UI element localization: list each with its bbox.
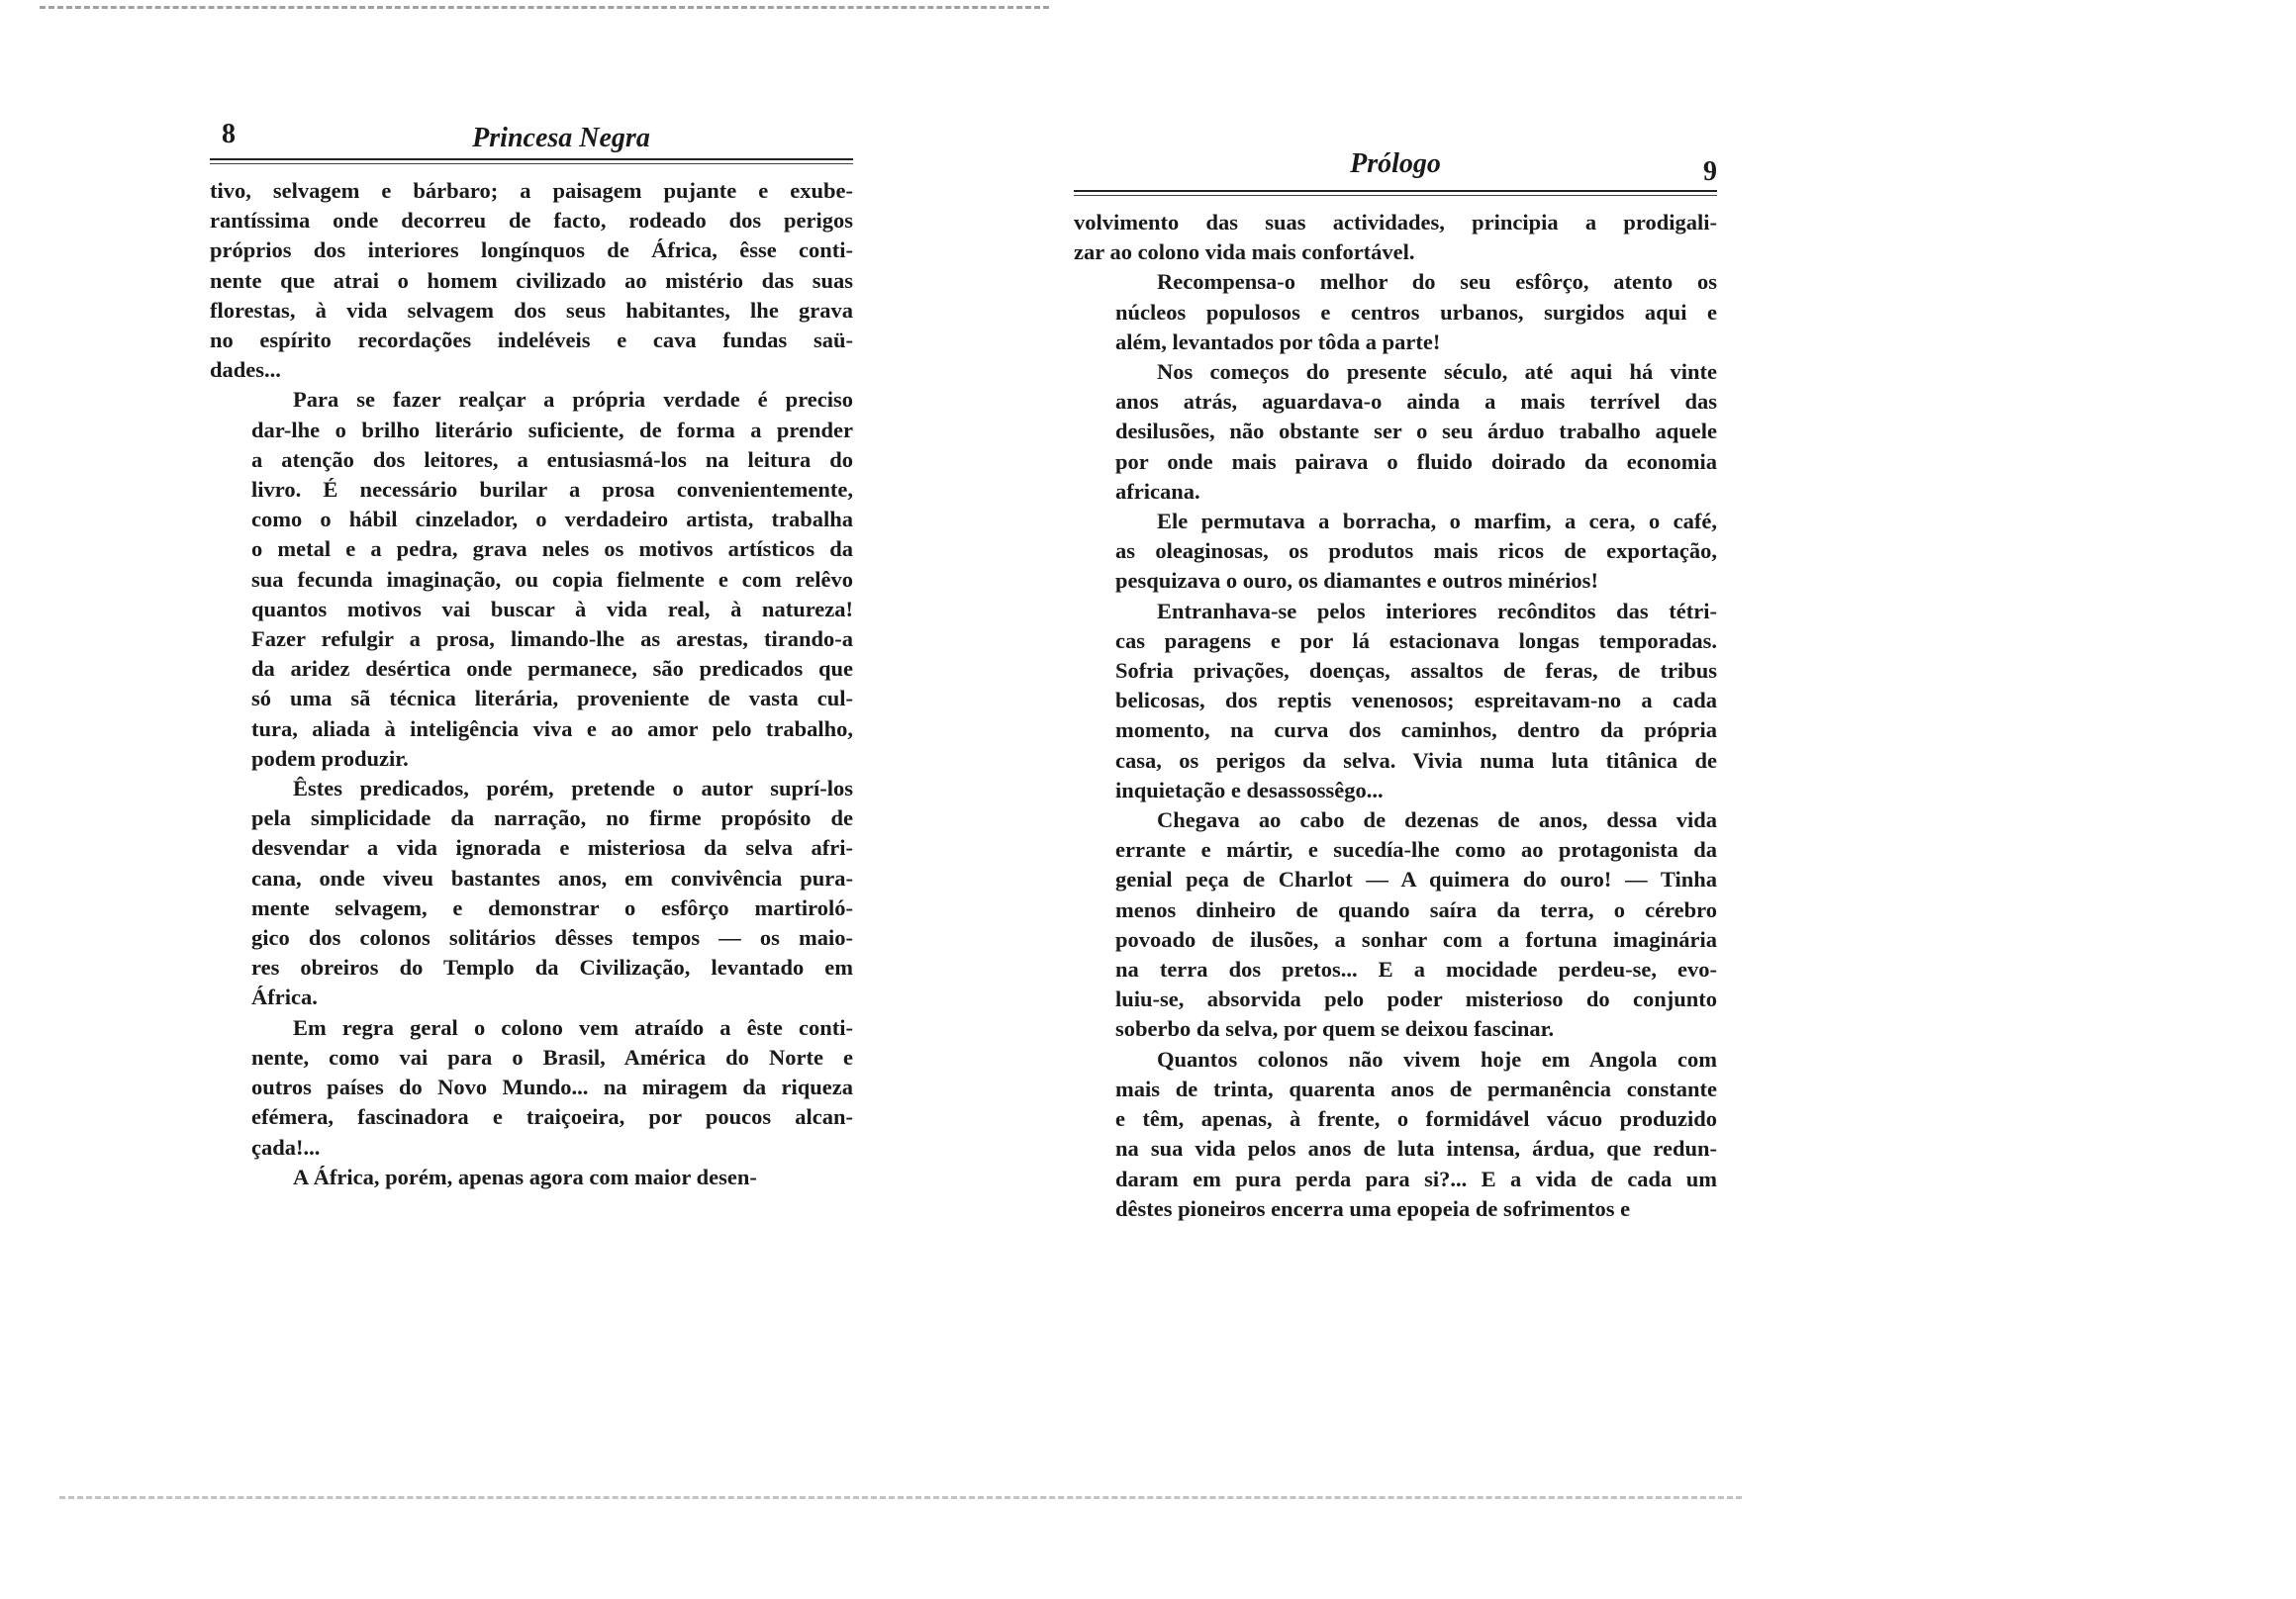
text-line: Entranhava-se pelos interiores recônditos das tétri- <box>1157 598 1717 623</box>
text-line: mais de trinta, quarenta anos de permanência constante <box>1115 1076 1717 1101</box>
text-line: dêstes pioneiros encerra uma epopeia de sofrimentos e <box>1115 1195 1631 1221</box>
text-line: livro. É necessário burilar a prosa convenientemente, <box>251 477 853 503</box>
text-line: o metal e a pedra, grava neles os motivos artísticos da <box>251 536 853 562</box>
text-line: zar ao colono vida mais confortável. <box>1074 239 1415 265</box>
text-line: podem produzir. <box>251 745 409 771</box>
text-line: gico dos colonos solitários dêsses tempos — os maio- <box>251 925 853 951</box>
text-line: casa, os perigos da selva. Vivia numa luta titânica de <box>1115 747 1717 773</box>
text-line: desilusões, não obstante ser o seu árduo trabalho aquele <box>1115 419 1717 444</box>
left-body-text <box>210 176 853 1192</box>
paragraph <box>1074 1045 1717 1224</box>
text-line: nente, como vai para o Brasil, América do Norte e <box>251 1044 853 1070</box>
text-line: além, levantados por tôda a parte! <box>1115 329 1441 354</box>
text-line: pesquizava o ouro, os diamantes e outros minérios! <box>1115 568 1598 594</box>
paragraph <box>1074 805 1717 1045</box>
right-page-number: 9 <box>1703 156 1717 187</box>
text-line: florestas, à vida selvagem dos seus habitantes, lhe grava <box>210 297 853 323</box>
paragraph <box>1074 208 1717 267</box>
text-line: a atenção dos leitores, a entusiasmá-los na leitura do <box>251 446 853 472</box>
text-line: povoado de ilusões, a sonhar com a fortuna imaginária <box>1115 926 1717 952</box>
text-line: dar-lhe o brilho literário suficiente, de forma a prender <box>251 417 853 442</box>
text-line: dades... <box>210 357 281 383</box>
paragraph <box>210 1163 853 1192</box>
text-line: no espírito recordações indeléveis e cava fundas saü- <box>210 328 853 353</box>
text-line: África. <box>251 985 318 1010</box>
text-line: luiu-se, absorvida pelo poder misterioso do conjunto <box>1115 987 1717 1012</box>
text-line: errante e mártir, e sucedía-lhe como ao protagonista da <box>1115 837 1717 863</box>
text-line: pela simplicidade da narração, no firme propósito de <box>251 805 853 831</box>
text-line: núcleos populosos e centros urbanos, surgidos aqui e <box>1115 299 1717 325</box>
text-line: e têm, apenas, à frente, o formidável vácuo produzido <box>1115 1106 1717 1132</box>
left-page <box>210 117 853 1192</box>
text-line: inquietação e desassossêgo... <box>1115 777 1384 802</box>
text-line: só uma sã técnica literária, proveniente de vasta cul- <box>251 686 853 711</box>
text-line: res obreiros do Templo da Civilização, levantado em <box>251 955 853 981</box>
paragraph <box>1074 597 1717 805</box>
text-line: tura, aliada à inteligência viva e ao amor pelo trabalho, <box>251 715 853 741</box>
text-line: cas paragens e por lá estacionava longas temporadas. <box>1115 627 1717 653</box>
text-line: genial peça de Charlot — A quimera do ouro! — Tinha <box>1115 867 1717 893</box>
right-head-rule <box>1074 190 1717 192</box>
paragraph <box>1074 267 1717 357</box>
text-line: sua fecunda imaginação, ou copia fielmente e com relêvo <box>251 566 853 592</box>
text-line: as oleaginosas, os produtos mais ricos de exportação, <box>1115 538 1717 564</box>
right-running-head <box>1074 148 1717 200</box>
text-line: volvimento das suas actividades, principia a prodigali- <box>1074 210 1717 235</box>
paragraph <box>210 176 853 385</box>
text-line: Êstes predicados, porém, pretende o autor suprí-los <box>293 776 853 801</box>
text-line: Em regra geral o colono vem atraído a êste conti- <box>293 1014 853 1040</box>
text-line: Ele permutava a borracha, o marfim, a cera, o café, <box>1157 509 1717 534</box>
text-line: africana. <box>1115 478 1200 504</box>
paragraph <box>210 385 853 774</box>
scan-edge-bottom <box>59 1496 1742 1499</box>
scan-edge-top <box>40 6 1049 9</box>
text-line: daram em pura perda para si?... E a vida de cada um <box>1115 1166 1717 1191</box>
text-line: Quantos colonos não vivem hoje em Angola com <box>1157 1046 1717 1072</box>
text-line: momento, na curva dos caminhos, dentro da própria <box>1115 717 1717 743</box>
left-head-rule <box>210 158 853 160</box>
right-page <box>1074 148 1717 1224</box>
text-line: A África, porém, apenas agora com maior desen- <box>293 1164 757 1189</box>
text-line: Recompensa-o melhor do seu esfôrço, atento os <box>1157 269 1717 295</box>
text-line: na terra dos pretos... E a mocidade perdeu-se, evo- <box>1115 957 1717 983</box>
left-running-title: Princesa Negra <box>472 123 650 153</box>
left-head-rule-thin <box>210 163 853 164</box>
text-line: cana, onde viveu bastantes anos, em convivência pura- <box>251 865 853 891</box>
text-line: tivo, selvagem e bárbaro; a paisagem pujante e exube- <box>210 178 853 203</box>
paragraph <box>1074 507 1717 597</box>
text-line: Fazer refulgir a prosa, limando-lhe as arestas, tirando-a <box>251 626 853 652</box>
text-line: çada!... <box>251 1134 321 1160</box>
text-line: mente selvagem, e demonstrar o esfôrço martiroló- <box>251 894 853 920</box>
paragraph <box>210 1013 853 1163</box>
text-line: quantos motivos vai buscar à vida real, à natureza! <box>251 596 853 621</box>
left-page-number: 8 <box>222 119 236 149</box>
right-head-rule-thin <box>1074 195 1717 196</box>
right-running-title: Prólogo <box>1350 148 1441 179</box>
text-line: outros países do Novo Mundo... na miragem da riqueza <box>251 1075 853 1100</box>
text-line: efémera, fascinadora e traiçoeira, por poucos alcan- <box>251 1104 853 1130</box>
text-line: anos atrás, aguardava-o ainda a mais terrível das <box>1115 389 1717 415</box>
text-line: na sua vida pelos anos de luta intensa, árdua, que redun- <box>1115 1136 1717 1162</box>
text-line: belicosas, dos reptis venenosos; espreitavam-no a cada <box>1115 688 1717 713</box>
right-body-text <box>1074 208 1717 1224</box>
text-line: próprios dos interiores longínquos de África, êsse conti- <box>210 237 853 263</box>
text-line: por onde mais pairava o fluido doirado da economia <box>1115 448 1717 474</box>
text-line: como o hábil cinzelador, o verdadeiro artista, trabalha <box>251 507 853 532</box>
text-line: desvendar a vida ignorada e misteriosa da selva afri- <box>251 835 853 861</box>
text-line: menos dinheiro de quando saíra da terra, o cérebro <box>1115 896 1717 922</box>
text-line: soberbo da selva, por quem se deixou fascinar. <box>1115 1016 1555 1042</box>
text-line: rantíssima onde decorreu de facto, rodeado dos perigos <box>210 208 853 234</box>
text-line: nente que atrai o homem civilizado ao mistério das suas <box>210 267 853 293</box>
paragraph <box>1074 357 1717 507</box>
text-line: Nos começos do presente século, até aqui há vinte <box>1157 359 1717 385</box>
text-line: Para se fazer realçar a própria verdade é preciso <box>293 387 853 413</box>
text-line: da aridez desértica onde permanece, são predicados que <box>251 656 853 682</box>
paragraph <box>210 774 853 1013</box>
left-running-head <box>210 117 853 168</box>
text-line: Sofria privações, doenças, assaltos de feras, de tribus <box>1115 658 1717 684</box>
text-line: Chegava ao cabo de dezenas de anos, dessa vida <box>1157 807 1717 833</box>
